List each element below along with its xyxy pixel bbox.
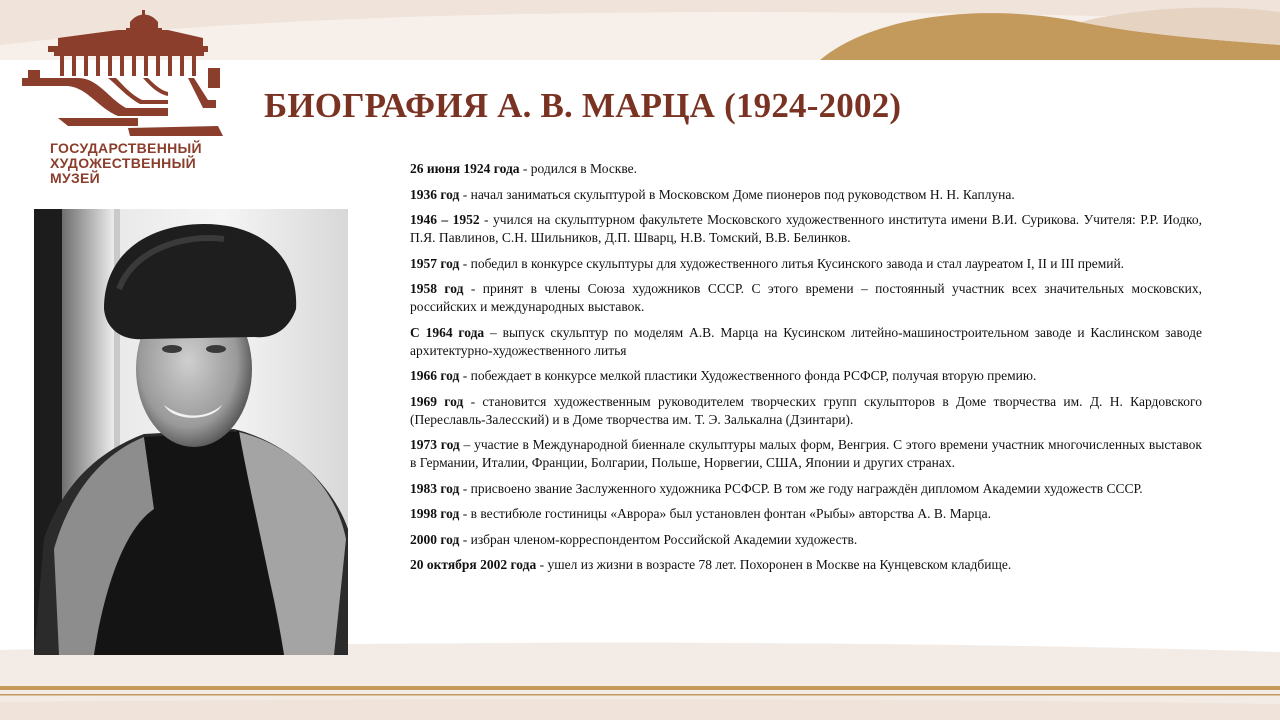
- bio-entry-text: - учился на скульптурном факультете Московского художественного института имени В.И. Сурикова. Учителя: Р.Р. Иодко, П.Я. Павлинов, С.Н. Шильников, Д.П. Шварц, Н.В. Томский, В.В. Белинков.: [410, 212, 1203, 245]
- bio-entry-text: - ушел из жизни в возрасте 78 лет. Похоронен в Москве на Кунцевском кладбище.: [536, 557, 1012, 572]
- bio-entry-text: - начал заниматься скульптурой в Московском Доме пионеров под руководством Н. Н. Каплуна.: [459, 186, 1015, 202]
- bio-entry-date: 1969 год: [410, 393, 464, 409]
- bio-entry: [410, 556, 1202, 574]
- bio-entry-date: 1973 год: [410, 437, 460, 452]
- bio-entry-text: - побеждает в конкурсе мелкой пластики Художественного фонда РСФСР, получая вторую премию.: [459, 368, 1037, 383]
- museum-name-line3: МУЗЕЙ: [50, 170, 101, 186]
- bio-entry-date: 1946 – 1952: [410, 212, 480, 227]
- bio-entry-text: - победил в конкурсе скульптуры для художественного литья Кусинского завода и стал лауреатом I, II и III премий.: [459, 255, 1125, 271]
- bio-entry-date: 1957 год: [410, 255, 460, 271]
- bio-entry: [410, 255, 1202, 273]
- bio-entry-date: 1983 год: [410, 480, 460, 496]
- bio-entry-date: 20 октября 2002 года: [410, 557, 537, 572]
- museum-name: [50, 141, 240, 186]
- bio-entry-text: – участие в Международной биеннале скульптуры малых форм, Венгрия. С этого времени участник многочисленных выставок в Германии, Италии, Франции, Болгарии, Польше, Норвегии, США, Японии и других странах.: [410, 437, 1202, 470]
- bio-entry: [410, 505, 1202, 523]
- bio-entry: [410, 436, 1202, 472]
- bio-entry: [410, 211, 1202, 247]
- museum-name-line2: ХУДОЖЕСТВЕННЫЙ: [50, 155, 196, 171]
- museum-name-line1: ГОСУДАРСТВЕННЫЙ: [50, 140, 202, 156]
- bio-entry: [410, 393, 1202, 429]
- museum-logo: [18, 8, 233, 138]
- bio-entry: [410, 280, 1202, 316]
- bio-entry: [410, 160, 1202, 178]
- bio-entry: [410, 367, 1202, 385]
- bio-entry-text: - в вестибюле гостиницы «Аврора» был установлен фонтан «Рыбы» авторства А. В. Марца.: [459, 506, 991, 521]
- bio-entry-text: – выпуск скульптур по моделям А.В. Марца на Кусинском литейно-машиностроительном заводе и Каслинском заводе архитектурно-художественного литья: [410, 324, 1202, 358]
- bio-entry: [410, 186, 1202, 204]
- bio-entry: [410, 480, 1202, 498]
- bio-entry: [410, 531, 1202, 549]
- bio-entry-text: - избран членом-корреспондентом Российской Академии художеств.: [459, 531, 858, 547]
- bio-entry-date: 1966 год: [410, 368, 460, 383]
- bio-entry-date: 1998 год: [410, 506, 460, 521]
- portrait-photo: [34, 209, 348, 655]
- page-title: БИОГРАФИЯ А. В. МАРЦА (1924-2002): [264, 86, 902, 125]
- bio-entry-date: 2000 год: [410, 531, 460, 547]
- bio-entry-date: 26 июня 1924 года: [410, 161, 520, 176]
- bio-entry-text: - становится художественным руководителем творческих групп скульпторов в Доме творчества им. Д. Н. Кардовского (Переславль-Залесский) и в Доме творчества им. Т. Э. Залькална (Дзинтари).: [410, 393, 1202, 427]
- bio-entry-date: С 1964 года: [410, 324, 485, 340]
- bio-entry-date: 1936 год: [410, 186, 460, 202]
- biography-list: [410, 160, 1202, 582]
- bio-entry-text: - присвоено звание Заслуженного художника РСФСР. В том же году награждён дипломом Академии художеств СССР.: [459, 480, 1143, 496]
- bio-entry: [410, 324, 1202, 360]
- bio-entry-text: - родился в Москве.: [519, 161, 638, 176]
- bio-entry-date: 1958 год: [410, 281, 464, 296]
- bio-entry-text: - принят в члены Союза художников СССР. С этого времени – постоянный участник всех значительных московских, российских и международных выставок.: [410, 281, 1202, 314]
